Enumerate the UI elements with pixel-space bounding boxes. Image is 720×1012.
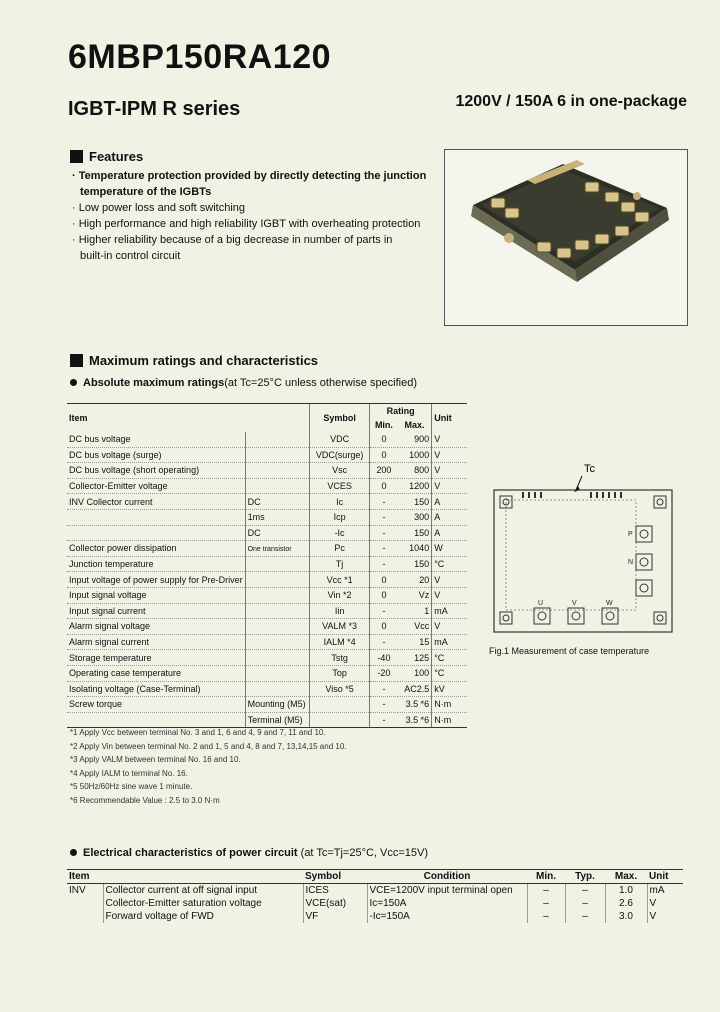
- max-ratings-title: Maximum ratings and characteristics: [89, 353, 319, 368]
- electrical-body: [67, 884, 683, 924]
- col-header-unit: Unit: [432, 404, 467, 433]
- cell-group: [67, 910, 103, 923]
- cell-max: 300: [398, 509, 432, 525]
- cell-typ: –: [565, 897, 605, 910]
- cell-max: Vz: [398, 587, 432, 603]
- series-title: IGBT-IPM R series: [68, 98, 241, 120]
- abs-max-heading: [70, 377, 417, 389]
- cell-symbol: Tstg: [310, 650, 370, 666]
- terminal-v-label: V: [572, 600, 577, 607]
- table-row: [67, 541, 467, 557]
- cell-unit: V: [432, 587, 467, 603]
- cell-min: -: [370, 509, 398, 525]
- col-header-min: Min.: [370, 418, 398, 432]
- cell-item: Collector-Emitter voltage: [67, 478, 245, 494]
- table-row: [67, 650, 467, 666]
- ipm-module-illustration: [445, 150, 687, 325]
- table-row: [67, 884, 683, 898]
- cell-symbol: Tj: [310, 556, 370, 572]
- cell-unit: V: [432, 478, 467, 494]
- part-number: 6MBP150RA120: [68, 38, 332, 76]
- cell-unit: kV: [432, 681, 467, 697]
- cell-item: Input signal current: [67, 603, 245, 619]
- cell-min: -: [370, 494, 398, 510]
- cell-min: -: [370, 603, 398, 619]
- cell-item: DC bus voltage: [67, 432, 245, 447]
- tc-label: Tc: [584, 463, 595, 475]
- table-row: [67, 681, 467, 697]
- cell-symbol: Vcc *1: [310, 572, 370, 588]
- table-row: [67, 619, 467, 635]
- footnote: *2 Apply Vin between terminal No. 2 and 1, 5 and 4, 8 and 7, 13,14,15 and 10.: [70, 741, 347, 751]
- col-header-max: Max.: [605, 870, 647, 884]
- cell-max: 2.6: [605, 897, 647, 910]
- terminal-u-label: U: [538, 600, 544, 607]
- electrical-heading: [70, 847, 428, 859]
- cell-min: -40: [370, 650, 398, 666]
- cell-unit: A: [432, 494, 467, 510]
- cell-subitem: [245, 634, 310, 650]
- round-bullet-icon: [70, 379, 77, 386]
- col-header-symbol: Symbol: [303, 870, 367, 884]
- cell-item: Collector-Emitter saturation voltage: [103, 897, 303, 910]
- cell-min: -: [370, 556, 398, 572]
- cell-unit: N·m: [432, 697, 467, 713]
- cell-max: 20: [398, 572, 432, 588]
- cell-min: -: [370, 697, 398, 713]
- cell-max: 900: [398, 432, 432, 447]
- cell-max: 150: [398, 525, 432, 541]
- square-bullet-icon: [70, 150, 83, 163]
- table-header-row: [67, 404, 467, 419]
- table-row: [67, 478, 467, 494]
- cell-condition: Ic=150A: [367, 897, 527, 910]
- features-list: [72, 168, 442, 264]
- cell-max: 3.0: [605, 910, 647, 923]
- cell-min: 0: [370, 447, 398, 463]
- cell-unit: mA: [647, 884, 683, 898]
- cell-max: 1200: [398, 478, 432, 494]
- features-heading: [70, 149, 143, 164]
- cell-min: -: [370, 681, 398, 697]
- cell-min: 0: [370, 587, 398, 603]
- table-row: [67, 587, 467, 603]
- cell-max: 150: [398, 494, 432, 510]
- abs-max-conditions: (at Tc=25°C unless otherwise specified): [224, 377, 418, 389]
- cell-unit: A: [432, 509, 467, 525]
- footnotes: [70, 726, 347, 808]
- cell-unit: A: [432, 525, 467, 541]
- cell-item: DC bus voltage (short operating): [67, 463, 245, 479]
- table-row: [67, 432, 467, 447]
- cell-unit: W: [432, 541, 467, 557]
- cell-max: 3.5 *6: [398, 697, 432, 713]
- electrical-conditions: (at Tc=Tj=25°C, Vcc=15V): [297, 847, 429, 859]
- cell-subitem: [245, 665, 310, 681]
- cell-symbol: ICES: [303, 884, 367, 898]
- cell-item: Storage temperature: [67, 650, 245, 666]
- col-header-rating: Rating: [370, 404, 432, 419]
- cell-subitem: [245, 681, 310, 697]
- cell-subitem: [245, 447, 310, 463]
- col-header-typ: Typ.: [565, 870, 605, 884]
- cell-min: -: [370, 541, 398, 557]
- cell-min: –: [527, 910, 565, 923]
- cell-subitem: [245, 697, 310, 713]
- cell-subitem: [245, 463, 310, 479]
- cell-symbol: Pc: [310, 541, 370, 557]
- cell-unit: V: [432, 432, 467, 447]
- col-header-condition: Condition: [367, 870, 527, 884]
- figure-caption: Fig.1 Measurement of case temperature: [489, 646, 650, 656]
- cell-subitem: [245, 619, 310, 635]
- square-bullet-icon: [70, 354, 83, 367]
- electrical-title: Electrical characteristics of power circuit: [83, 847, 298, 859]
- table-row: [67, 910, 683, 923]
- electrical-characteristics-table: [67, 869, 683, 923]
- cell-symbol: Top: [310, 665, 370, 681]
- feature-item: · Low power loss and soft switching: [72, 202, 246, 214]
- cell-subitem-text: 1ms: [247, 512, 265, 523]
- cell-max: 3.5 *6: [398, 712, 432, 728]
- cell-subitem: [245, 494, 310, 510]
- cell-item: Alarm signal voltage: [67, 619, 245, 635]
- cell-unit: mA: [432, 603, 467, 619]
- cell-max: 1040: [398, 541, 432, 557]
- case-temperature-diagram: [486, 462, 680, 642]
- col-header-unit: Unit: [647, 870, 683, 884]
- cell-min: –: [527, 897, 565, 910]
- feature-item: built-in control circuit: [80, 250, 181, 262]
- feature-item: temperature of the IGBTs: [80, 186, 212, 198]
- cell-symbol: Vsc: [310, 463, 370, 479]
- abs-max-ratings-table: [67, 403, 467, 728]
- feature-item: · Temperature protection provided by directly detecting the junction: [72, 170, 427, 182]
- cell-symbol: VDC(surge): [310, 447, 370, 463]
- table-row: [67, 603, 467, 619]
- headline-spec: 1200V / 150A 6 in one-package: [455, 93, 687, 110]
- cell-unit: V: [432, 619, 467, 635]
- cell-item: Input voltage of power supply for Pre-Driver: [67, 572, 245, 588]
- cell-item: Operating case temperature: [67, 665, 245, 681]
- cell-symbol: [310, 697, 370, 713]
- cell-group: [67, 897, 103, 910]
- cell-subitem: [245, 603, 310, 619]
- feature-item: · Higher reliability because of a big decrease in number of parts in: [72, 234, 393, 246]
- cell-subitem: [245, 525, 310, 541]
- feature-item: · High performance and high reliability IGBT with overheating protection: [72, 218, 421, 230]
- cell-item: Collector current at off signal input: [103, 884, 303, 898]
- cell-unit: V: [432, 463, 467, 479]
- cell-symbol: Iin: [310, 603, 370, 619]
- footnote: *6 Recommendable Value : 2.5 to 3.0 N·m: [70, 795, 220, 805]
- cell-condition: -Ic=150A: [367, 910, 527, 923]
- cell-symbol: IALM *4: [310, 634, 370, 650]
- footnote: *4 Apply IALM to terminal No. 16.: [70, 768, 188, 778]
- cell-min: 0: [370, 478, 398, 494]
- cell-subitem: [245, 509, 310, 525]
- footnote: *3 Apply VALM between terminal No. 16 and 10.: [70, 755, 241, 765]
- cell-unit: N·m: [432, 712, 467, 728]
- table-row: [67, 509, 467, 525]
- cell-subitem-note: One transistor: [247, 546, 292, 554]
- cell-symbol: -Ic: [310, 525, 370, 541]
- cell-item: Isolating voltage (Case-Terminal): [67, 681, 245, 697]
- cell-symbol: Viso *5: [310, 681, 370, 697]
- table-row: [67, 447, 467, 463]
- cell-unit: °C: [432, 556, 467, 572]
- cell-min: -: [370, 525, 398, 541]
- cell-min: -: [370, 634, 398, 650]
- cell-unit: °C: [432, 650, 467, 666]
- ratings-body: [67, 432, 467, 728]
- table-row: [67, 665, 467, 681]
- col-header-item: Item: [67, 870, 303, 884]
- cell-subitem: [245, 587, 310, 603]
- terminal-p-label: P: [628, 531, 633, 538]
- cell-item: Alarm signal current: [67, 634, 245, 650]
- cell-max: 800: [398, 463, 432, 479]
- cell-min: 0: [370, 432, 398, 447]
- cell-condition: VCE=1200V input terminal open: [367, 884, 527, 898]
- cell-max: 1000: [398, 447, 432, 463]
- cell-subitem-text: DC: [247, 527, 261, 538]
- cell-item: Input signal voltage: [67, 587, 245, 603]
- module-outline-drawing: [486, 462, 680, 642]
- cell-subitem: [245, 556, 310, 572]
- cell-symbol: VF: [303, 910, 367, 923]
- cell-max: 15: [398, 634, 432, 650]
- cell-min: 0: [370, 619, 398, 635]
- cell-max: Vcc: [398, 619, 432, 635]
- cell-symbol: Vin *2: [310, 587, 370, 603]
- cell-unit: °C: [432, 665, 467, 681]
- cell-subitem: [245, 572, 310, 588]
- cell-max: 1.0: [605, 884, 647, 898]
- abs-max-title: Absolute maximum ratings: [83, 377, 225, 389]
- round-bullet-icon: [70, 849, 77, 856]
- cell-item: Screw torque: [67, 697, 245, 713]
- table-row: [67, 494, 467, 510]
- product-photo: [444, 149, 688, 326]
- col-header-max: Max.: [404, 420, 425, 430]
- cell-item: Junction temperature: [67, 556, 245, 572]
- cell-symbol: VCES: [310, 478, 370, 494]
- features-title: Features: [89, 149, 144, 164]
- table-header-row: [67, 870, 683, 884]
- cell-unit: mA: [432, 634, 467, 650]
- cell-max: 100: [398, 665, 432, 681]
- cell-item: Collector power dissipation: [67, 541, 245, 557]
- cell-typ: –: [565, 884, 605, 898]
- table-row: [67, 697, 467, 713]
- table-row: [67, 572, 467, 588]
- cell-max: 125: [398, 650, 432, 666]
- cell-max: 1: [398, 603, 432, 619]
- cell-unit: V: [647, 897, 683, 910]
- terminal-n-label: N: [628, 559, 634, 566]
- cell-unit: V: [432, 572, 467, 588]
- cell-symbol: Ic: [310, 494, 370, 510]
- table-row: [67, 634, 467, 650]
- terminal-w-label: W: [606, 600, 613, 607]
- cell-unit: V: [432, 447, 467, 463]
- cell-min: 0: [370, 572, 398, 588]
- cell-symbol: VDC: [310, 432, 370, 447]
- cell-subitem-text: Terminal (M5): [247, 714, 303, 725]
- cell-min: -: [370, 712, 398, 728]
- cell-unit: V: [647, 910, 683, 923]
- cell-item: [67, 509, 245, 525]
- col-header-min: Min.: [527, 870, 565, 884]
- cell-min: 200: [370, 463, 398, 479]
- cell-item: [67, 525, 245, 541]
- footnote: *5 50Hz/60Hz sine wave 1 minute.: [70, 782, 193, 792]
- footnote: *1 Apply Vcc between terminal No. 3 and 1, 6 and 4, 9 and 7, 11 and 10.: [70, 728, 326, 737]
- cell-max: AC2.5: [398, 681, 432, 697]
- cell-symbol: VALM *3: [310, 619, 370, 635]
- col-header-item: Item: [67, 404, 310, 433]
- table-row: [67, 463, 467, 479]
- cell-subitem: [245, 478, 310, 494]
- cell-subitem-text: Mounting (M5): [247, 699, 306, 710]
- table-row: [67, 897, 683, 910]
- cell-subitem-text: DC: [247, 496, 261, 507]
- cell-subitem: [245, 541, 310, 557]
- cell-typ: –: [565, 910, 605, 923]
- cell-subitem: [245, 432, 310, 447]
- table-row: [67, 556, 467, 572]
- cell-min: –: [527, 884, 565, 898]
- cell-subitem: [245, 650, 310, 666]
- cell-min: -20: [370, 665, 398, 681]
- cell-item: Forward voltage of FWD: [103, 910, 303, 923]
- cell-item: INV Collector current: [67, 494, 245, 510]
- max-ratings-heading: [70, 353, 318, 368]
- cell-group: INV: [69, 885, 86, 896]
- cell-item: DC bus voltage (surge): [67, 447, 245, 463]
- cell-symbol: VCE(sat): [303, 897, 367, 910]
- cell-symbol: Icp: [310, 509, 370, 525]
- cell-max: 150: [398, 556, 432, 572]
- table-row: [67, 525, 467, 541]
- col-header-symbol: Symbol: [310, 404, 370, 433]
